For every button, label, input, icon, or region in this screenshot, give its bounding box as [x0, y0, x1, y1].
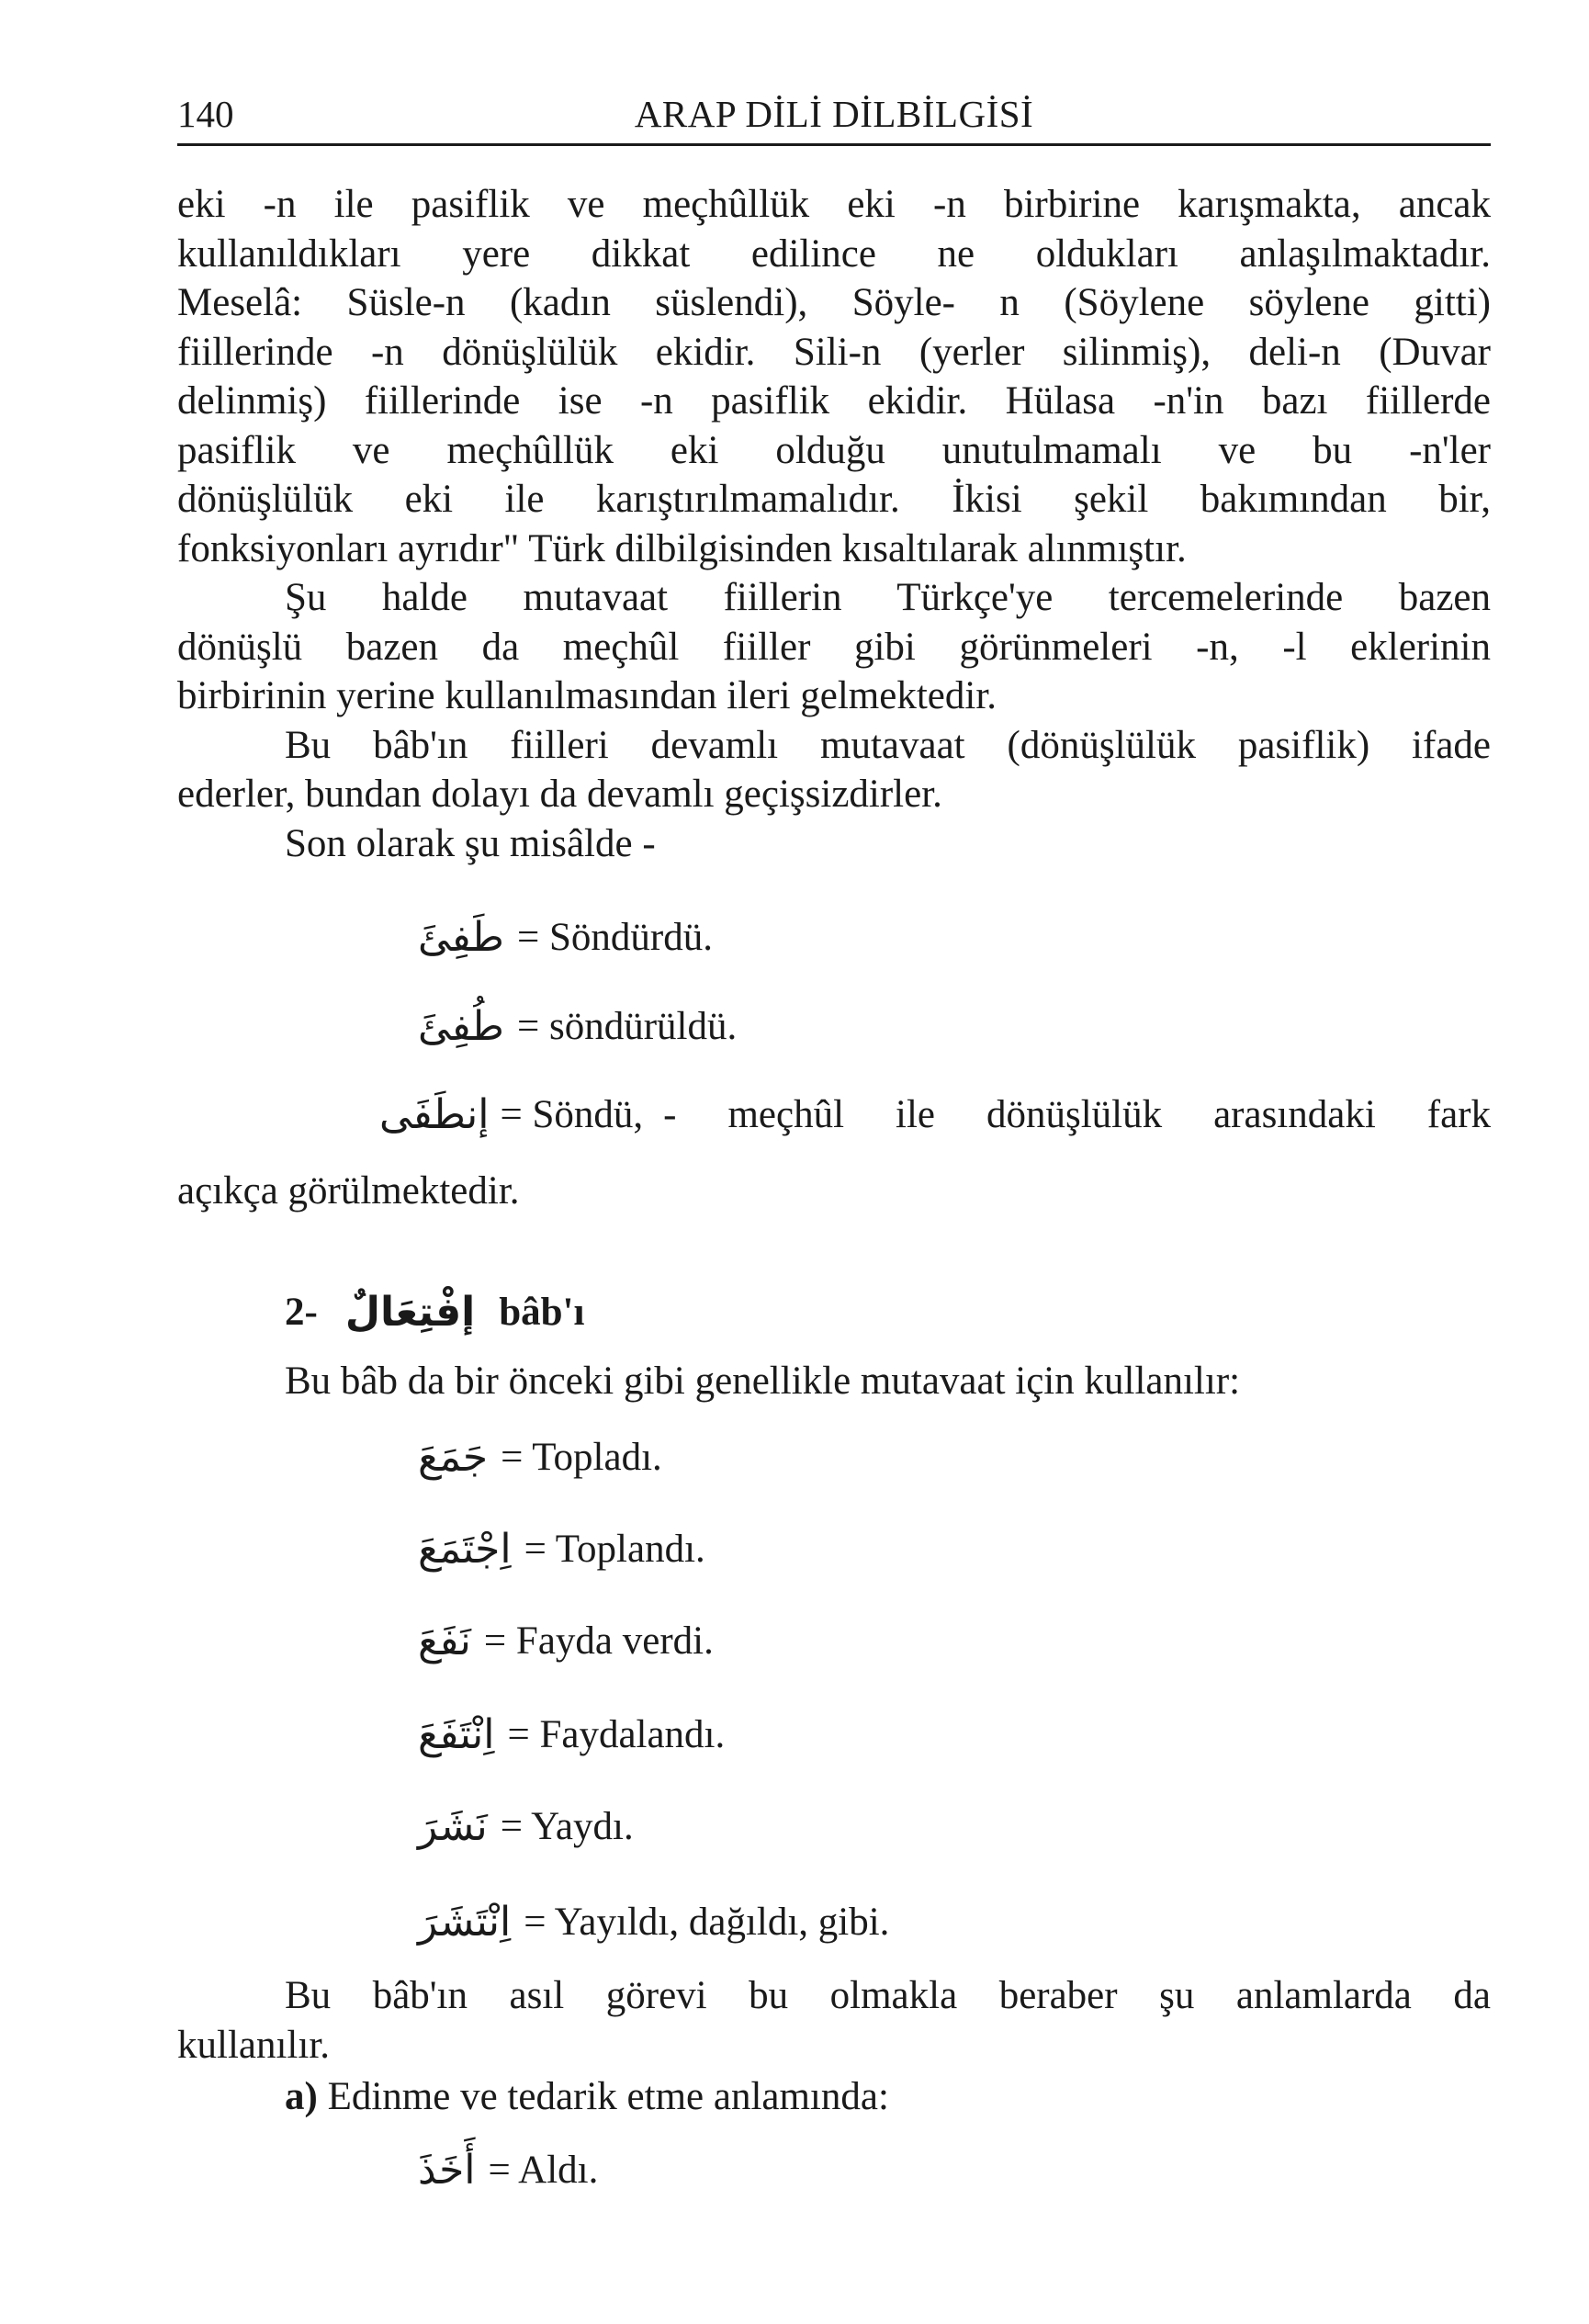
sub-item-letter: a): [285, 2075, 318, 2118]
example-row: [418, 1898, 889, 1946]
text-line: kullanılır.: [177, 2024, 331, 2067]
section-arabic-title: إفْتِعَالٌ: [344, 1288, 476, 1336]
arabic-word: نَشَرَ: [418, 1803, 488, 1850]
example-meaning: = Söndürdü.: [516, 916, 713, 959]
text-line: Meselâ: Süsle-n (kadın süslendi), Söyle- n (Söylene söylene gitti): [177, 281, 1491, 324]
example-meaning: = Toplandı.: [524, 1528, 705, 1571]
text-line: kullanıldıkları yere dikkat edilince ne oldukları anlaşılmaktadır.: [177, 231, 1491, 276]
section-heading: [285, 1284, 584, 1339]
sub-item-a: [285, 2072, 889, 2121]
text-line: Son olarak şu misâlde -: [285, 821, 656, 865]
text-line: fiillerinde -n dönüşlülük ekidir. Sili-n (yerler silinmiş), deli-n (Duvar: [177, 330, 1491, 374]
example-meaning: = Topladı.: [501, 1436, 662, 1479]
running-title: ARAP DİLİ DİLBİLGİSİ: [634, 93, 1034, 135]
text-line: açıkça görülmektedir.: [177, 1169, 520, 1213]
section-number: 2-: [285, 1290, 318, 1334]
fark-row: [379, 1090, 1491, 1139]
page-number: 140: [177, 93, 234, 135]
example-row: [418, 1002, 737, 1051]
example-meaning: = Fayda verdi.: [483, 1619, 714, 1663]
page-header: [177, 88, 1491, 146]
sub-item-text: Edinme ve tedarik etme anlamında:: [317, 2075, 889, 2118]
text-line: Şu halde mutavaat fiillerin Türkçe'ye tercemelerinde bazen: [285, 576, 1491, 619]
example-meaning: = Yaydı.: [500, 1805, 634, 1848]
fark-text: - meçhûl ile dönüşlülük arasındaki fark: [663, 1093, 1491, 1136]
example-meaning: = Aldı.: [488, 2149, 599, 2192]
example-row: [418, 1802, 634, 1851]
example-meaning: = Faydalandı.: [507, 1713, 726, 1756]
arabic-word: اِجْتَمَعَ: [418, 1526, 512, 1573]
text-line: Bu bâb'ın asıl görevi bu olmakla beraber şu anlamlarda da: [285, 1974, 1491, 2017]
arabic-word: أَخَذَ: [418, 2147, 476, 2194]
example-row: [418, 2146, 598, 2194]
example-meaning: = söndürüldü.: [516, 1005, 738, 1048]
text-line: fonksiyonları ayrıdır" Türk dilbilgisinden kısaltılarak alınmıştır.: [177, 526, 1187, 570]
section-intro: Bu bâb da bir önceki gibi genellikle mutavaat için kullanılır:: [285, 1359, 1241, 1403]
body-text-block: [177, 180, 1491, 868]
arabic-word: اِنْتَشَرَ: [418, 1899, 512, 1946]
text-line: birbirinin yerine kullanılmasından ileri gelmektedir.: [177, 674, 997, 717]
text-line: pasiflik ve meçhûllük eki olduğu unutulmamalı ve bu -n'ler: [177, 428, 1491, 472]
arabic-word: طُفِئَ: [418, 1003, 504, 1050]
text-line: delinmiş) fiillerinde ise -n pasiflik ekidir. Hülasa -n'in bazı fiillerde: [177, 379, 1491, 423]
example-row: [418, 1525, 705, 1574]
arabic-word: نَفَعَ: [418, 1618, 471, 1664]
example-meaning: = Yayıldı, dağıldı, gibi.: [524, 1901, 890, 1944]
text-line: ederler, bundan dolayı da devamlı geçişsizdirler.: [177, 773, 942, 816]
text-line: dönüşlülük eki ile karıştırılmamalıdır. İkisi şekil bakımından bir,: [177, 478, 1491, 521]
text-line: dönüşlü bazen da meçhûl fiiller gibi görünmeleri -n, -l eklerinin: [177, 625, 1491, 669]
example-row: [418, 913, 713, 962]
example-row: [418, 1710, 725, 1759]
fark-eq: = Söndü,: [500, 1093, 644, 1136]
text-line: Bu bâb'ın fiilleri devamlı mutavaat (dönüşlülük pasiflik) ifade: [285, 723, 1491, 767]
example-row: [418, 1617, 714, 1665]
text-line: eki -n ile pasiflik ve meçhûllük eki -n birbirine karışmakta, ancak: [177, 183, 1491, 226]
arabic-word: طَفِئَ: [418, 914, 504, 961]
example-row: [418, 1433, 662, 1482]
section-label: bâb'ı: [499, 1290, 585, 1334]
arabic-word: إنطَفَى: [379, 1091, 490, 1138]
arabic-word: اِنْتَفَعَ: [418, 1711, 495, 1758]
arabic-word: جَمَعَ: [418, 1434, 489, 1481]
